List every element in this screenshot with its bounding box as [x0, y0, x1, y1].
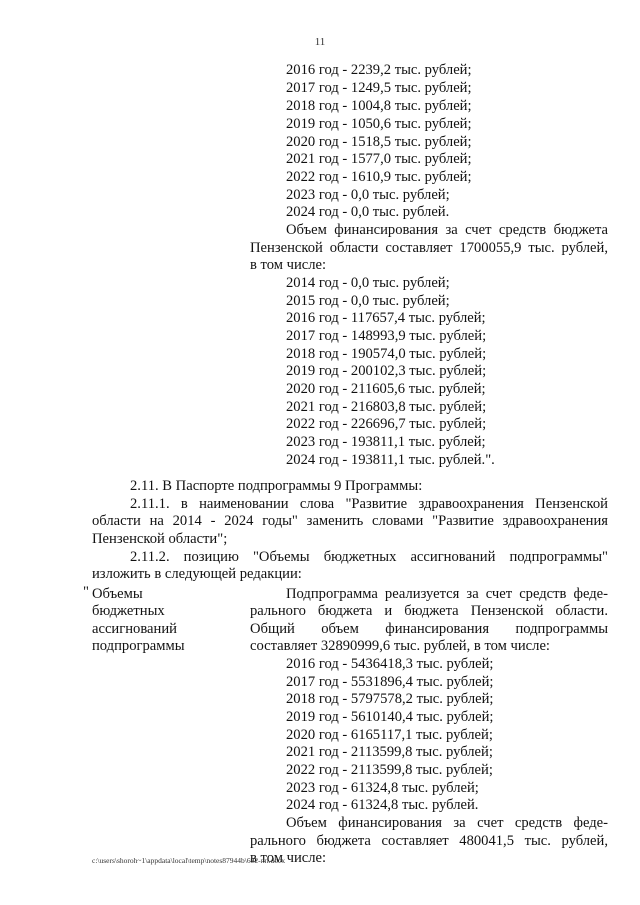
list-item: 2016 год - 2239,2 тыс. рублей;	[286, 62, 472, 78]
list-item: 2016 год - 117657,4 тыс. рублей;	[286, 310, 486, 326]
label-line: подпрограммы	[92, 638, 185, 654]
list-item: 2017 год - 5531896,4 тыс. рублей;	[286, 674, 494, 690]
text-line: рального бюджета составляет 480041,5 тыс. рублей,	[250, 833, 608, 849]
list-item: 2021 год - 216803,8 тыс. рублей;	[286, 399, 487, 415]
list-item: 2022 год - 226696,7 тыс. рублей;	[286, 416, 487, 432]
text-line: в том числе:	[250, 257, 327, 273]
paragraph-2-11-1-line: Пензенской области";	[92, 531, 228, 547]
text-line: Общий объем финансирования подпрограммы	[250, 621, 608, 637]
text-line: Объем финансирования за счет средств феде-	[286, 815, 608, 831]
label-line: ассигнований	[92, 621, 177, 637]
list-item: 2023 год - 0,0 тыс. рублей;	[286, 187, 450, 203]
list-item: 2021 год - 1577,0 тыс. рублей;	[286, 151, 472, 167]
list-item: 2018 год - 5797578,2 тыс. рублей;	[286, 691, 494, 707]
list-item: 2022 год - 1610,9 тыс. рублей;	[286, 169, 472, 185]
text-line: составляет 32890999,6 тыс. рублей, в том числе:	[250, 638, 550, 654]
label-line: бюджетных	[92, 603, 165, 619]
list-item: 2020 год - 211605,6 тыс. рублей;	[286, 381, 486, 397]
list-item: 2023 год - 61324,8 тыс. рублей;	[286, 780, 479, 796]
open-quote: "	[83, 584, 89, 600]
list-item: 2018 год - 190574,0 тыс. рублей;	[286, 346, 487, 362]
page-number: 11	[314, 36, 326, 48]
file-path-footer: c:\users\shoroh~1\appdata\local\temp\notes87944b\692-пп.docx	[92, 856, 286, 865]
list-item: 2019 год - 5610140,4 тыс. рублей;	[286, 709, 494, 725]
label-line: Объемы	[92, 586, 143, 602]
paragraph-2-11-2-line: изложить в следующей редакции:	[92, 566, 302, 582]
list-item: 2023 год - 193811,1 тыс. рублей;	[286, 434, 486, 450]
paragraph-2-11-1-line: области на 2014 - 2024 годы" заменить словами "Развитие здравоохранения	[92, 513, 608, 529]
list-item: 2024 год - 61324,8 тыс. рублей.	[286, 797, 479, 813]
text-line: Объем финансирования за счет средств бюджета	[286, 222, 608, 238]
list-item: 2020 год - 1518,5 тыс. рублей;	[286, 134, 472, 150]
list-item: 2021 год - 2113599,8 тыс. рублей;	[286, 744, 493, 760]
list-item: 2024 год - 193811,1 тыс. рублей.".	[286, 452, 495, 468]
list-item: 2019 год - 200102,3 тыс. рублей;	[286, 363, 487, 379]
list-item: 2015 год - 0,0 тыс. рублей;	[286, 293, 450, 309]
text-line: рального бюджета и бюджета Пензенской области.	[250, 603, 608, 619]
list-item: 2019 год - 1050,6 тыс. рублей;	[286, 116, 472, 132]
text-line: в том числе:	[250, 850, 327, 866]
paragraph-2-11-1-line: 2.11.1. в наименовании слова "Развитие здравоохранения Пензенской	[130, 496, 608, 512]
list-item: 2017 год - 1249,5 тыс. рублей;	[286, 80, 472, 96]
list-item: 2022 год - 2113599,8 тыс. рублей;	[286, 762, 493, 778]
list-item: 2020 год - 6165117,1 тыс. рублей;	[286, 727, 493, 743]
list-item: 2024 год - 0,0 тыс. рублей.	[286, 204, 450, 220]
list-item: 2014 год - 0,0 тыс. рублей;	[286, 275, 450, 291]
list-item: 2018 год - 1004,8 тыс. рублей;	[286, 98, 472, 114]
list-item: 2017 год - 148993,9 тыс. рублей;	[286, 328, 487, 344]
list-item: 2016 год - 5436418,3 тыс. рублей;	[286, 656, 494, 672]
paragraph-2-11-2-line: 2.11.2. позицию "Объемы бюджетных ассигнований подпрограммы"	[130, 549, 608, 565]
text-line: Пензенской области составляет 1700055,9 тыс. рублей,	[250, 240, 608, 256]
paragraph-2-11: 2.11. В Паспорте подпрограммы 9 Программы:	[130, 478, 423, 494]
text-line: Подпрограмма реализуется за счет средств феде-	[286, 586, 608, 602]
